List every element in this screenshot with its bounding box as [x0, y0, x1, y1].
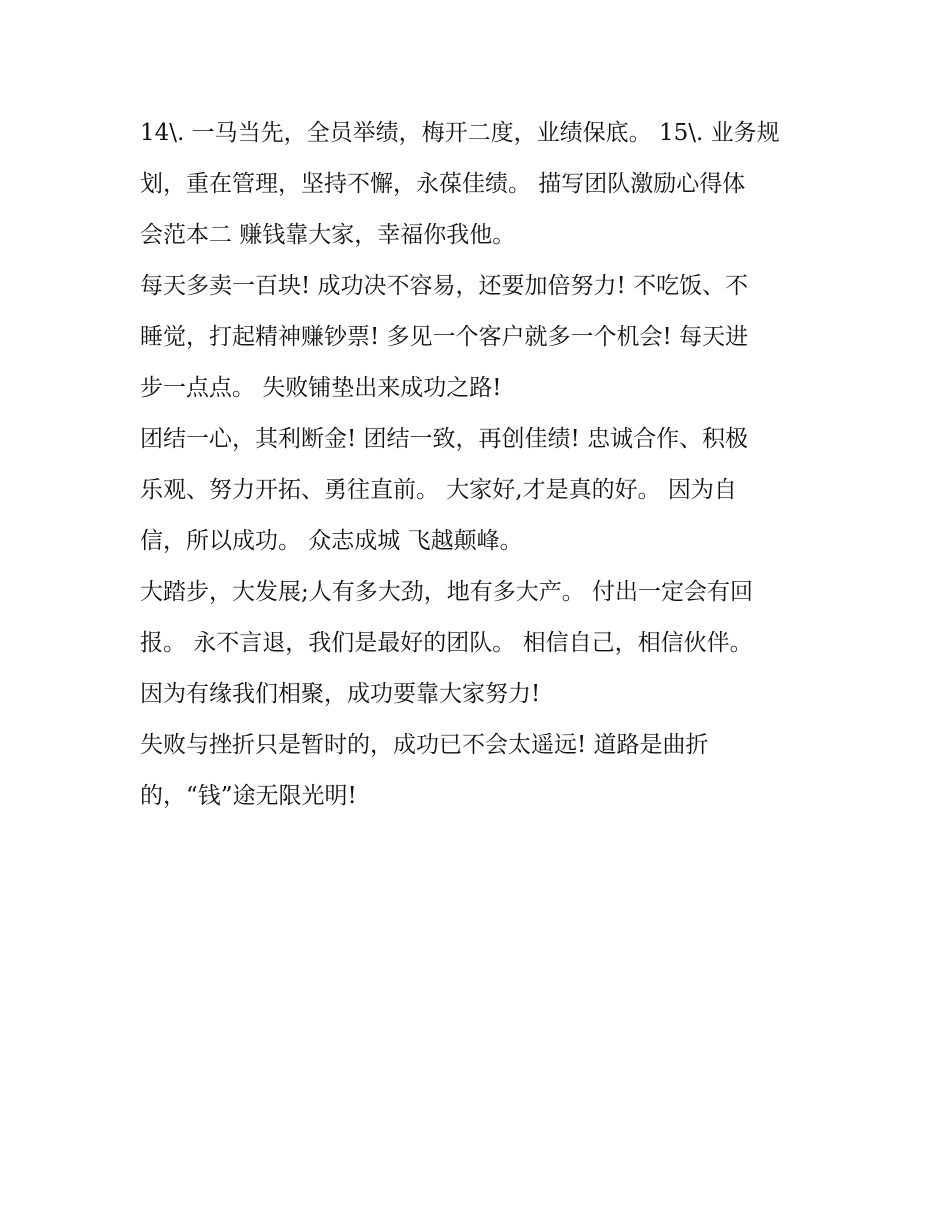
document-body: [140, 108, 820, 822]
text-line-6: 步一点点。 失败铺垫出来成功之路!: [140, 375, 502, 401]
text-line-8: 乐观、努力开拓、勇往直前。 大家好,才是真的好。 因为自: [140, 477, 737, 503]
text-line-7: 团结一心，其利断金! 团结一致，再创佳绩! 忠诚合作、积极: [140, 426, 749, 452]
text-line-14: 的，“钱”途无限光明!: [140, 783, 357, 809]
text-line-4: 每天多卖一百块! 成功决不容易，还要加倍努力! 不吃饭、不: [140, 273, 749, 299]
text-line-5: 睡觉，打起精神赚钞票! 多见一个客户就多一个机会! 每天进: [140, 324, 749, 350]
text-line-9: 信，所以成功。 众志成城 飞越颠峰。: [140, 528, 523, 554]
text-line-3: 会范本二 赚钱靠大家，幸福你我他。: [140, 222, 516, 248]
text-line-2: 划，重在管理，坚持不懈，永葆佳绩。 描写团队激励心得体: [140, 171, 746, 197]
text-line-13: 失败与挫折只是暂时的，成功已不会太遥远! 道路是曲折: [140, 732, 709, 758]
text-line-10: 大踏步，大发展;人有多大劲，地有多大产。 付出一定会有回: [140, 579, 754, 605]
text-line-11: 报。 永不言退，我们是最好的团队。 相信自己，相信伙伴。: [140, 630, 753, 656]
text-line-12: 因为有缘我们相聚，成功要靠大家努力!: [140, 681, 541, 707]
text-line-1: 14\. 一马当先，全员举绩，梅开二度，业绩保底。 15\. 业务规: [140, 120, 780, 146]
